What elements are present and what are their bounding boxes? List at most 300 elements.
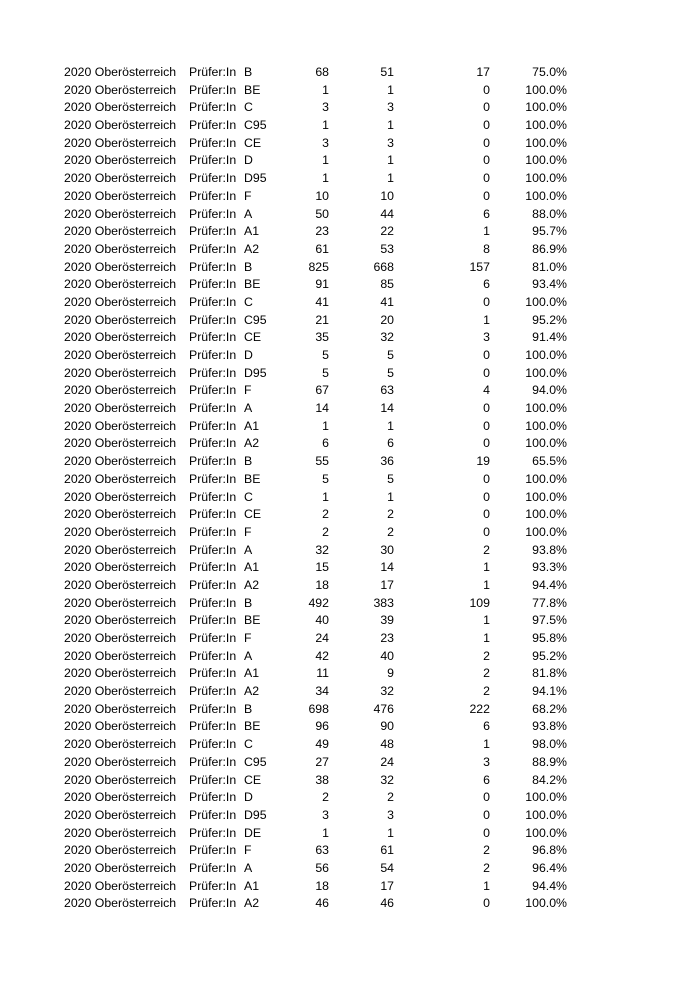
total-cell: 698: [308, 701, 329, 716]
table-row: [64, 135, 584, 153]
license-class-cell: C95: [244, 754, 267, 769]
table-row: [64, 895, 584, 913]
license-class-cell: C: [244, 489, 253, 504]
table-row: [64, 595, 584, 613]
license-class-cell: A1: [244, 224, 260, 239]
pass-rate-cell: 100.0%: [525, 348, 567, 362]
license-class-cell: D95: [244, 807, 267, 822]
failed-cell: 6: [483, 719, 490, 734]
examiner-cell: Prüfer:In: [189, 772, 237, 787]
total-cell: 1: [322, 489, 329, 504]
table-row: [64, 718, 584, 736]
year-region-cell: 2020 Oberösterreich: [64, 348, 177, 362]
license-class-cell: A: [244, 648, 253, 663]
pass-rate-cell: 93.8%: [532, 719, 567, 734]
failed-cell: 0: [483, 471, 490, 486]
table-row: [64, 489, 584, 507]
failed-cell: 3: [483, 754, 490, 769]
passed-cell: 2: [387, 524, 394, 539]
passed-cell: 6: [387, 436, 394, 451]
failed-cell: 17: [476, 65, 490, 79]
year-region-cell: 2020 Oberösterreich: [64, 790, 177, 805]
pass-rate-cell: 96.8%: [532, 843, 567, 858]
pass-rate-cell: 95.2%: [532, 648, 567, 663]
passed-cell: 3: [387, 807, 394, 822]
year-region-cell: 2020 Oberösterreich: [64, 825, 177, 840]
pass-rate-cell: 100.0%: [525, 896, 567, 911]
total-cell: 2: [322, 507, 329, 522]
examiner-cell: Prüfer:In: [189, 807, 237, 822]
failed-cell: 0: [483, 790, 490, 805]
year-region-cell: 2020 Oberösterreich: [64, 82, 177, 97]
examiner-cell: Prüfer:In: [189, 471, 237, 486]
examiner-cell: Prüfer:In: [189, 241, 237, 256]
pass-rate-cell: 100.0%: [525, 471, 567, 486]
license-class-cell: D: [244, 790, 253, 805]
table-row: [64, 365, 584, 383]
year-region-cell: 2020 Oberösterreich: [64, 542, 177, 557]
license-class-cell: A1: [244, 418, 260, 433]
table-row: [64, 188, 584, 206]
year-region-cell: 2020 Oberösterreich: [64, 188, 177, 203]
license-class-cell: CE: [244, 772, 262, 787]
examiner-cell: Prüfer:In: [189, 454, 237, 469]
passed-cell: 39: [380, 613, 394, 628]
year-region-cell: 2020 Oberösterreich: [64, 860, 177, 875]
table-row: [64, 64, 584, 82]
total-cell: 35: [315, 330, 329, 345]
license-class-cell: B: [244, 65, 253, 79]
passed-cell: 1: [387, 825, 394, 840]
failed-cell: 0: [483, 489, 490, 504]
examiner-cell: Prüfer:In: [189, 577, 237, 592]
total-cell: 68: [315, 65, 329, 79]
total-cell: 1: [322, 171, 329, 186]
examiner-cell: Prüfer:In: [189, 896, 237, 911]
examiner-cell: Prüfer:In: [189, 701, 237, 716]
passed-cell: 40: [380, 648, 394, 663]
failed-cell: 222: [469, 701, 490, 716]
passed-cell: 1: [387, 171, 394, 186]
table-row: [64, 683, 584, 701]
table-row: [64, 312, 584, 330]
pass-rate-cell: 100.0%: [525, 524, 567, 539]
failed-cell: 4: [483, 383, 490, 398]
license-class-cell: A2: [244, 896, 260, 911]
table-row: [64, 435, 584, 453]
passed-cell: 24: [380, 754, 394, 769]
year-region-cell: 2020 Oberösterreich: [64, 507, 177, 522]
year-region-cell: 2020 Oberösterreich: [64, 896, 177, 911]
pass-rate-cell: 100.0%: [525, 401, 567, 416]
passed-cell: 10: [380, 188, 394, 203]
examiner-cell: Prüfer:In: [189, 153, 237, 168]
table-row: [64, 241, 584, 259]
examiner-cell: Prüfer:In: [189, 348, 237, 362]
examiner-cell: Prüfer:In: [189, 648, 237, 663]
license-class-cell: BE: [244, 82, 261, 97]
examiner-cell: Prüfer:In: [189, 312, 237, 327]
year-region-cell: 2020 Oberösterreich: [64, 631, 177, 645]
license-class-cell: C: [244, 100, 253, 115]
year-region-cell: 2020 Oberösterreich: [64, 365, 177, 380]
failed-cell: 0: [483, 82, 490, 97]
license-class-cell: A2: [244, 577, 260, 592]
examiner-cell: Prüfer:In: [189, 613, 237, 628]
examiner-cell: Prüfer:In: [189, 524, 237, 539]
total-cell: 96: [315, 719, 329, 734]
total-cell: 6: [322, 436, 329, 451]
pass-rate-cell: 93.4%: [532, 277, 567, 292]
examiner-cell: Prüfer:In: [189, 277, 237, 292]
table-row: [64, 736, 584, 754]
pass-rate-cell: 100.0%: [525, 294, 567, 309]
total-cell: 1: [322, 118, 329, 133]
total-cell: 3: [322, 135, 329, 150]
examiner-cell: Prüfer:In: [189, 684, 237, 699]
table-row: [64, 506, 584, 524]
table-row: [64, 701, 584, 719]
failed-cell: 1: [483, 224, 490, 239]
total-cell: 67: [315, 383, 329, 398]
table-row: [64, 754, 584, 772]
failed-cell: 109: [469, 595, 490, 610]
passed-cell: 46: [380, 896, 394, 911]
license-class-cell: BE: [244, 613, 261, 628]
total-cell: 63: [315, 843, 329, 858]
pass-rate-cell: 100.0%: [525, 365, 567, 380]
failed-cell: 1: [483, 312, 490, 327]
total-cell: 15: [315, 560, 329, 575]
table-row: [64, 329, 584, 347]
year-region-cell: 2020 Oberösterreich: [64, 454, 177, 469]
failed-cell: 0: [483, 825, 490, 840]
examiner-cell: Prüfer:In: [189, 224, 237, 239]
year-region-cell: 2020 Oberösterreich: [64, 684, 177, 699]
pass-rate-cell: 94.0%: [532, 383, 567, 398]
failed-cell: 8: [483, 241, 490, 256]
pass-rate-cell: 68.2%: [532, 701, 567, 716]
failed-cell: 1: [483, 560, 490, 575]
total-cell: 49: [315, 737, 329, 752]
table-row: [64, 418, 584, 436]
year-region-cell: 2020 Oberösterreich: [64, 259, 177, 274]
pass-rate-cell: 95.7%: [532, 224, 567, 239]
table-row: [64, 400, 584, 418]
pass-rate-cell: 81.8%: [532, 666, 567, 681]
examiner-cell: Prüfer:In: [189, 188, 237, 203]
pass-rate-cell: 88.9%: [532, 754, 567, 769]
license-class-cell: B: [244, 259, 253, 274]
table-row: [64, 559, 584, 577]
year-region-cell: 2020 Oberösterreich: [64, 436, 177, 451]
table-row: [64, 648, 584, 666]
total-cell: 55: [315, 454, 329, 469]
year-region-cell: 2020 Oberösterreich: [64, 171, 177, 186]
total-cell: 492: [308, 595, 329, 610]
license-class-cell: F: [244, 843, 252, 858]
pass-rate-cell: 94.4%: [532, 577, 567, 592]
examiner-cell: Prüfer:In: [189, 719, 237, 734]
examiner-cell: Prüfer:In: [189, 542, 237, 557]
examiner-cell: Prüfer:In: [189, 825, 237, 840]
failed-cell: 1: [483, 737, 490, 752]
year-region-cell: 2020 Oberösterreich: [64, 754, 177, 769]
failed-cell: 6: [483, 277, 490, 292]
examiner-cell: Prüfer:In: [189, 259, 237, 274]
year-region-cell: 2020 Oberösterreich: [64, 294, 177, 309]
table-row: [64, 347, 584, 365]
year-region-cell: 2020 Oberösterreich: [64, 701, 177, 716]
license-class-cell: CE: [244, 135, 262, 150]
table-row: [64, 382, 584, 400]
total-cell: 32: [315, 542, 329, 557]
failed-cell: 0: [483, 188, 490, 203]
license-class-cell: A2: [244, 684, 260, 699]
failed-cell: 1: [483, 631, 490, 645]
failed-cell: 0: [483, 294, 490, 309]
total-cell: 56: [315, 860, 329, 875]
passed-cell: 1: [387, 82, 394, 97]
year-region-cell: 2020 Oberösterreich: [64, 577, 177, 592]
table-row: [64, 99, 584, 117]
examiner-cell: Prüfer:In: [189, 294, 237, 309]
passed-cell: 668: [373, 259, 394, 274]
total-cell: 46: [315, 896, 329, 911]
pass-rate-cell: 100.0%: [525, 135, 567, 150]
examiner-cell: Prüfer:In: [189, 82, 237, 97]
year-region-cell: 2020 Oberösterreich: [64, 595, 177, 610]
examiner-cell: Prüfer:In: [189, 330, 237, 345]
examiner-cell: Prüfer:In: [189, 595, 237, 610]
license-class-cell: F: [244, 524, 252, 539]
total-cell: 61: [315, 241, 329, 256]
examiner-cell: Prüfer:In: [189, 737, 237, 752]
pass-rate-cell: 100.0%: [525, 507, 567, 522]
pass-rate-cell: 100.0%: [525, 790, 567, 805]
year-region-cell: 2020 Oberösterreich: [64, 772, 177, 787]
year-region-cell: 2020 Oberösterreich: [64, 100, 177, 115]
failed-cell: 2: [483, 542, 490, 557]
examiner-cell: Prüfer:In: [189, 436, 237, 451]
license-class-cell: A1: [244, 666, 260, 681]
total-cell: 1: [322, 825, 329, 840]
pass-rate-cell: 100.0%: [525, 118, 567, 133]
passed-cell: 5: [387, 365, 394, 380]
year-region-cell: 2020 Oberösterreich: [64, 471, 177, 486]
license-class-cell: DE: [244, 825, 262, 840]
table-row: [64, 170, 584, 188]
table-row: [64, 294, 584, 312]
total-cell: 50: [315, 206, 329, 221]
pass-rate-cell: 95.8%: [532, 631, 567, 645]
pass-rate-cell: 75.0%: [532, 65, 567, 79]
license-class-cell: B: [244, 454, 253, 469]
failed-cell: 6: [483, 772, 490, 787]
year-region-cell: 2020 Oberösterreich: [64, 312, 177, 327]
pass-rate-cell: 65.5%: [532, 454, 567, 469]
year-region-cell: 2020 Oberösterreich: [64, 666, 177, 681]
pass-rate-cell: 77.8%: [532, 595, 567, 610]
table-row: [64, 152, 584, 170]
passed-cell: 2: [387, 507, 394, 522]
failed-cell: 2: [483, 684, 490, 699]
passed-cell: 48: [380, 737, 394, 752]
year-region-cell: 2020 Oberösterreich: [64, 330, 177, 345]
license-class-cell: BE: [244, 719, 261, 734]
license-class-cell: A1: [244, 560, 260, 575]
table-row: [64, 542, 584, 560]
total-cell: 5: [322, 348, 329, 362]
passed-cell: 32: [380, 684, 394, 699]
total-cell: 1: [322, 153, 329, 168]
license-class-cell: F: [244, 188, 252, 203]
license-class-cell: CE: [244, 330, 262, 345]
license-class-cell: A: [244, 401, 253, 416]
pass-rate-cell: 96.4%: [532, 860, 567, 875]
total-cell: 91: [315, 277, 329, 292]
pass-rate-cell: 94.4%: [532, 878, 567, 893]
pass-rate-cell: 100.0%: [525, 489, 567, 504]
table-row: [64, 612, 584, 630]
pass-rate-cell: 100.0%: [525, 82, 567, 97]
total-cell: 14: [315, 401, 329, 416]
year-region-cell: 2020 Oberösterreich: [64, 719, 177, 734]
table-row: [64, 842, 584, 860]
passed-cell: 32: [380, 330, 394, 345]
failed-cell: 0: [483, 100, 490, 115]
table-row: [64, 630, 584, 648]
year-region-cell: 2020 Oberösterreich: [64, 560, 177, 575]
examiner-cell: Prüfer:In: [189, 118, 237, 133]
total-cell: 24: [315, 631, 329, 645]
examiner-cell: Prüfer:In: [189, 100, 237, 115]
passed-cell: 53: [380, 241, 394, 256]
license-class-cell: D: [244, 348, 253, 362]
table-row: [64, 878, 584, 896]
failed-cell: 0: [483, 348, 490, 362]
total-cell: 41: [315, 294, 329, 309]
passed-cell: 30: [380, 542, 394, 557]
total-cell: 11: [316, 666, 329, 681]
failed-cell: 6: [483, 206, 490, 221]
failed-cell: 19: [476, 454, 490, 469]
total-cell: 40: [315, 613, 329, 628]
license-class-cell: C: [244, 737, 253, 752]
examiner-cell: Prüfer:In: [189, 790, 237, 805]
year-region-cell: 2020 Oberösterreich: [64, 524, 177, 539]
license-class-cell: CE: [244, 507, 262, 522]
passed-cell: 2: [387, 790, 394, 805]
passed-cell: 476: [373, 701, 394, 716]
license-class-cell: F: [244, 631, 252, 645]
pass-rate-cell: 93.3%: [532, 560, 567, 575]
failed-cell: 0: [483, 436, 490, 451]
failed-cell: 1: [483, 577, 490, 592]
year-region-cell: 2020 Oberösterreich: [64, 489, 177, 504]
license-class-cell: C: [244, 294, 253, 309]
failed-cell: 2: [483, 860, 490, 875]
license-class-cell: C95: [244, 118, 267, 133]
year-region-cell: 2020 Oberösterreich: [64, 843, 177, 858]
total-cell: 18: [315, 878, 329, 893]
pass-rate-cell: 97.5%: [532, 613, 567, 628]
total-cell: 38: [315, 772, 329, 787]
license-class-cell: D95: [244, 171, 267, 186]
passed-cell: 85: [380, 277, 394, 292]
pass-rate-cell: 100.0%: [525, 171, 567, 186]
license-class-cell: A1: [244, 878, 260, 893]
pass-rate-cell: 100.0%: [525, 436, 567, 451]
passed-cell: 1: [387, 153, 394, 168]
failed-cell: 157: [469, 259, 490, 274]
year-region-cell: 2020 Oberösterreich: [64, 153, 177, 168]
examiner-cell: Prüfer:In: [189, 383, 237, 398]
failed-cell: 0: [483, 135, 490, 150]
passed-cell: 5: [387, 348, 394, 362]
failed-cell: 1: [483, 878, 490, 893]
table-row: [64, 524, 584, 542]
license-class-cell: B: [244, 701, 253, 716]
year-region-cell: 2020 Oberösterreich: [64, 648, 177, 663]
passed-cell: 90: [380, 719, 394, 734]
passed-cell: 61: [380, 843, 394, 858]
passed-cell: 51: [380, 65, 394, 79]
table-row: [64, 259, 584, 277]
total-cell: 3: [322, 807, 329, 822]
passed-cell: 1: [387, 489, 394, 504]
passed-cell: 54: [380, 860, 394, 875]
pass-rate-cell: 95.2%: [532, 312, 567, 327]
license-class-cell: D95: [244, 365, 267, 380]
year-region-cell: 2020 Oberösterreich: [64, 878, 177, 893]
table-row: [64, 82, 584, 100]
license-class-cell: C95: [244, 312, 267, 327]
year-region-cell: 2020 Oberösterreich: [64, 241, 177, 256]
pass-rate-cell: 88.0%: [532, 206, 567, 221]
table-row: [64, 772, 584, 790]
passed-cell: 9: [387, 666, 394, 681]
passed-cell: 32: [380, 772, 394, 787]
table-row: [64, 860, 584, 878]
pass-rate-cell: 100.0%: [525, 807, 567, 822]
failed-cell: 0: [483, 807, 490, 822]
pass-rate-cell: 100.0%: [525, 153, 567, 168]
year-region-cell: 2020 Oberösterreich: [64, 65, 177, 79]
examiner-cell: Prüfer:In: [189, 489, 237, 504]
failed-cell: 2: [483, 666, 490, 681]
failed-cell: 0: [483, 507, 490, 522]
examiner-cell: Prüfer:In: [189, 171, 237, 186]
failed-cell: 0: [483, 401, 490, 416]
pass-rate-cell: 100.0%: [525, 825, 567, 840]
failed-cell: 3: [483, 330, 490, 345]
table-row: [64, 807, 584, 825]
examiner-cell: Prüfer:In: [189, 560, 237, 575]
passed-cell: 3: [387, 135, 394, 150]
examiner-cell: Prüfer:In: [189, 754, 237, 769]
year-region-cell: 2020 Oberösterreich: [64, 224, 177, 239]
failed-cell: 0: [483, 896, 490, 911]
examiner-cell: Prüfer:In: [189, 365, 237, 380]
total-cell: 2: [322, 790, 329, 805]
examiner-cell: Prüfer:In: [189, 65, 237, 79]
license-class-cell: A: [244, 206, 253, 221]
failed-cell: 0: [483, 365, 490, 380]
failed-cell: 0: [483, 418, 490, 433]
passed-cell: 5: [387, 471, 394, 486]
pass-rate-cell: 91.4%: [532, 330, 567, 345]
